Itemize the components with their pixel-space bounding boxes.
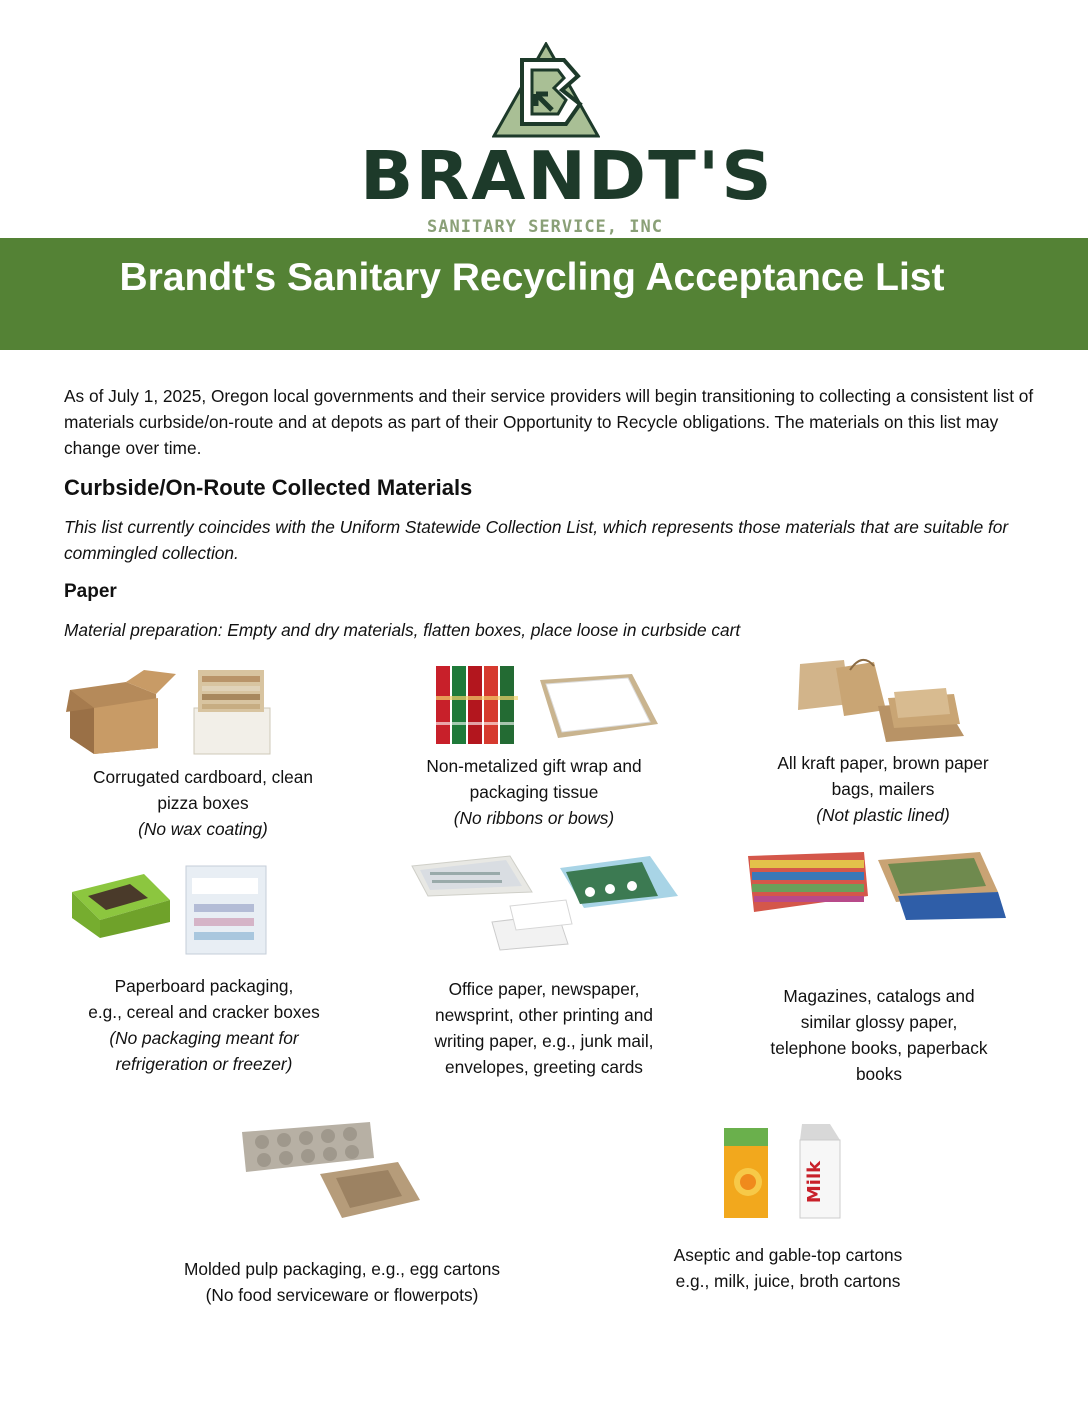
paper-heading: Paper [64,581,117,602]
item-magazines-line-3: telephone books, paperback [770,1038,988,1058]
item-cardboard [46,764,360,842]
item-paperboard-line-2: e.g., cereal and cracker boxes [88,1002,320,1022]
page-title: Brandt's Sanitary Recycling Acceptance List [119,256,945,299]
item-pulp-line-2: (No food serviceware or flowerpots) [205,1285,479,1305]
item-office-paper [394,976,694,1080]
item-cardboard-note: (No wax coating) [138,819,268,839]
item-kraft-line-1: All kraft paper, brown paper [777,753,989,773]
item-paperboard-note-1: (No packaging meant for [109,1028,299,1048]
item-office-line-3: writing paper, e.g., junk mail, [434,1031,654,1051]
milk-carton-label: Milk [804,1160,825,1204]
kraft-bags-image [794,658,966,742]
item-cardboard-line-1: Corrugated cardboard, clean [93,767,313,787]
paper-preparation-note: Material preparation: Empty and dry materials, flatten boxes, place loose in curbside cart [64,620,741,640]
item-cartons-line-1: Aseptic and gable-top cartons [673,1245,903,1265]
item-gift-wrap-line-2: packaging tissue [469,782,599,802]
item-kraft-note: (Not plastic lined) [816,805,950,825]
item-paperboard-note-2: refrigeration or freezer) [115,1054,293,1074]
item-kraft-paper [732,750,1034,828]
paperboard-image [70,864,270,956]
item-gift-wrap-line-1: Non-metalized gift wrap and [426,756,642,776]
item-cardboard-line-2: pizza boxes [157,793,249,813]
item-magazines-line-2: similar glossy paper, [800,1012,958,1032]
item-office-line-2: newsprint, other printing and [434,1005,654,1025]
item-cartons-line-2: e.g., milk, juice, broth cartons [675,1271,901,1291]
section-heading: Curbside/On-Route Collected Materials [64,475,473,500]
item-gift-wrap-note: (No ribbons or bows) [453,808,615,828]
item-cartons [640,1242,936,1294]
section-note: This list currently coincides with the Uniform Statewide Collection List, which represents those materials that are suitable for commingled collection. [64,517,1009,563]
logo-subtitle: SANITARY SERVICE, INC [427,217,663,237]
item-pulp-line-1: Molded pulp packaging, e.g., egg cartons [183,1259,501,1279]
item-paperboard [52,973,356,1077]
item-kraft-line-2: bags, mailers [831,779,935,799]
item-office-line-4: envelopes, greeting cards [445,1057,643,1077]
item-gift-wrap [384,753,684,831]
item-magazines-line-4: books [855,1064,903,1084]
cardboard-boxes-image [66,668,272,756]
gift-wrap-image [436,666,662,744]
magazines-image [748,852,1006,922]
brandts-logo-mark [492,42,600,138]
item-paperboard-line-1: Paperboard packaging, [114,976,294,996]
item-magazines [728,983,1030,1087]
item-office-line-1: Office paper, newspaper, [448,979,640,999]
cartons-image [722,1124,842,1220]
logo-wordmark: BRANDT'S [360,137,774,215]
intro-paragraph: As of July 1, 2025, Oregon local governments and their service providers will begin transitioning to collecting a consistent list of materials curbside/on-route and at depots as part of their Opportunity to Recycle obligations. The materials on this list may change over time. [64,386,1034,458]
item-molded-pulp [160,1256,524,1308]
office-paper-image [410,852,680,952]
egg-carton-image [238,1122,420,1220]
item-magazines-line-1: Magazines, catalogs and [783,986,975,1006]
